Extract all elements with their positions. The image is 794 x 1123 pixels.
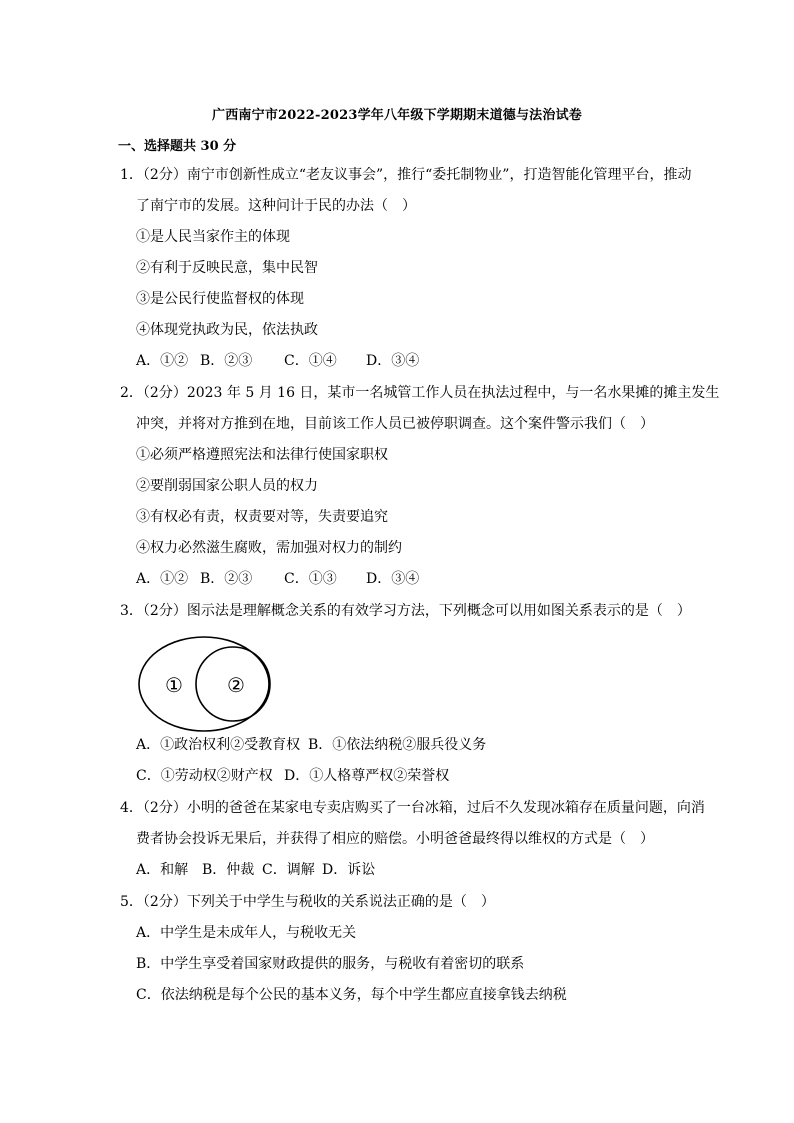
option-d[interactable]: D．③④ (366, 571, 420, 587)
question-4-options (136, 861, 375, 879)
option-b[interactable]: B．中学生享受着国家财政提供的服务，与税收有着密切的联系 (136, 956, 525, 972)
outer-label: ① (165, 673, 183, 697)
venn-diagram (136, 626, 286, 736)
question-4-line-2: 费者协会投诉无果后，并获得了相应的赔偿。小明爸爸最终得以维权的方式是（ ） (136, 831, 654, 847)
option-b[interactable]: B．①依法纳税②服兵役义务 (308, 737, 487, 753)
inner-label: ② (227, 673, 245, 697)
question-2-options (136, 570, 419, 588)
question-3-options-row-1 (136, 736, 486, 754)
option-c[interactable]: C．依法纳税是每个公民的基本义务，每个中学生都应直接拿钱去纳税 (136, 987, 567, 1003)
option-c[interactable]: C．调解 (262, 862, 315, 878)
option-c[interactable]: C．①劳动权②财产权 (136, 768, 273, 784)
option-d[interactable]: D．①人格尊严权②荣誉权 (284, 768, 450, 784)
option-b[interactable]: B．②③ (200, 353, 253, 369)
question-1-item-4: ④体现党执政为民，依法执政 (136, 322, 318, 338)
option-a[interactable]: A．①② (136, 571, 189, 587)
question-3-line-1: 3．（2分）图示法是理解概念关系的有效学习方法，下列概念可以用如图关系表示的是（ ） (120, 603, 691, 619)
option-c[interactable]: C．①④ (284, 353, 337, 369)
option-a[interactable]: A．①② (136, 353, 189, 369)
exam-title: 广西南宁市2022-2023学年八年级下学期期末道德与法治试卷 (212, 108, 582, 123)
question-1-options (136, 352, 419, 370)
option-a[interactable]: A．中学生是未成年人，与税收无关 (136, 925, 357, 941)
question-2-item-1: ①必须严格遵照宪法和法律行使国家职权 (136, 447, 388, 463)
option-d[interactable]: D．③④ (366, 353, 420, 369)
question-2-item-4: ④权力必然滋生腐败，需加强对权力的制约 (136, 540, 402, 556)
option-c[interactable]: C．①③ (284, 571, 337, 587)
question-1-item-3: ③是公民行使监督权的体现 (136, 291, 304, 307)
question-1-item-2: ②有利于反映民意，集中民智 (136, 260, 318, 276)
question-2-item-3: ③有权必有责，权责要对等，失责要追究 (136, 509, 388, 525)
question-5-line-1: 5．（2分）下列关于中学生与税收的关系说法正确的是（ ） (120, 894, 495, 910)
section-heading: 一、选择题共 30 分 (118, 139, 237, 154)
question-3-options-row-2 (136, 767, 449, 785)
option-a[interactable]: A．和解 (136, 862, 189, 878)
question-1-item-1: ①是人民当家作主的体现 (136, 229, 290, 245)
question-4-line-1: 4．（2分）小明的爸爸在某家电专卖店购买了一台冰箱，过后不久发现冰箱存在质量问题，向消 (120, 800, 705, 816)
question-1-line-1: 1．（2分）南宁市创新性成立“老友议事会”，推行“委托制物业”，打造智能化管理平台，推动 (120, 167, 692, 183)
option-d[interactable]: D．诉讼 (322, 862, 376, 878)
option-a[interactable]: A．①政治权利②受教育权 (136, 737, 301, 753)
option-b[interactable]: B．②③ (200, 571, 253, 587)
question-2-item-2: ②要削弱国家公职人员的权力 (136, 478, 318, 494)
option-b[interactable]: B．仲裁 (202, 862, 255, 878)
question-2-line-2: 冲突，并将对方推到在地，目前该工作人员已被停职调查。这个案件警示我们（ ） (136, 416, 654, 432)
question-2-line-1: 2．（2分）2023 年 5 月 16 日，某市一名城管工作人员在执法过程中，与一名水果摊的摊主发生 (120, 385, 720, 401)
question-1-line-2: 了南宁市的发展。这种问计于民的办法（ ） (136, 198, 416, 214)
